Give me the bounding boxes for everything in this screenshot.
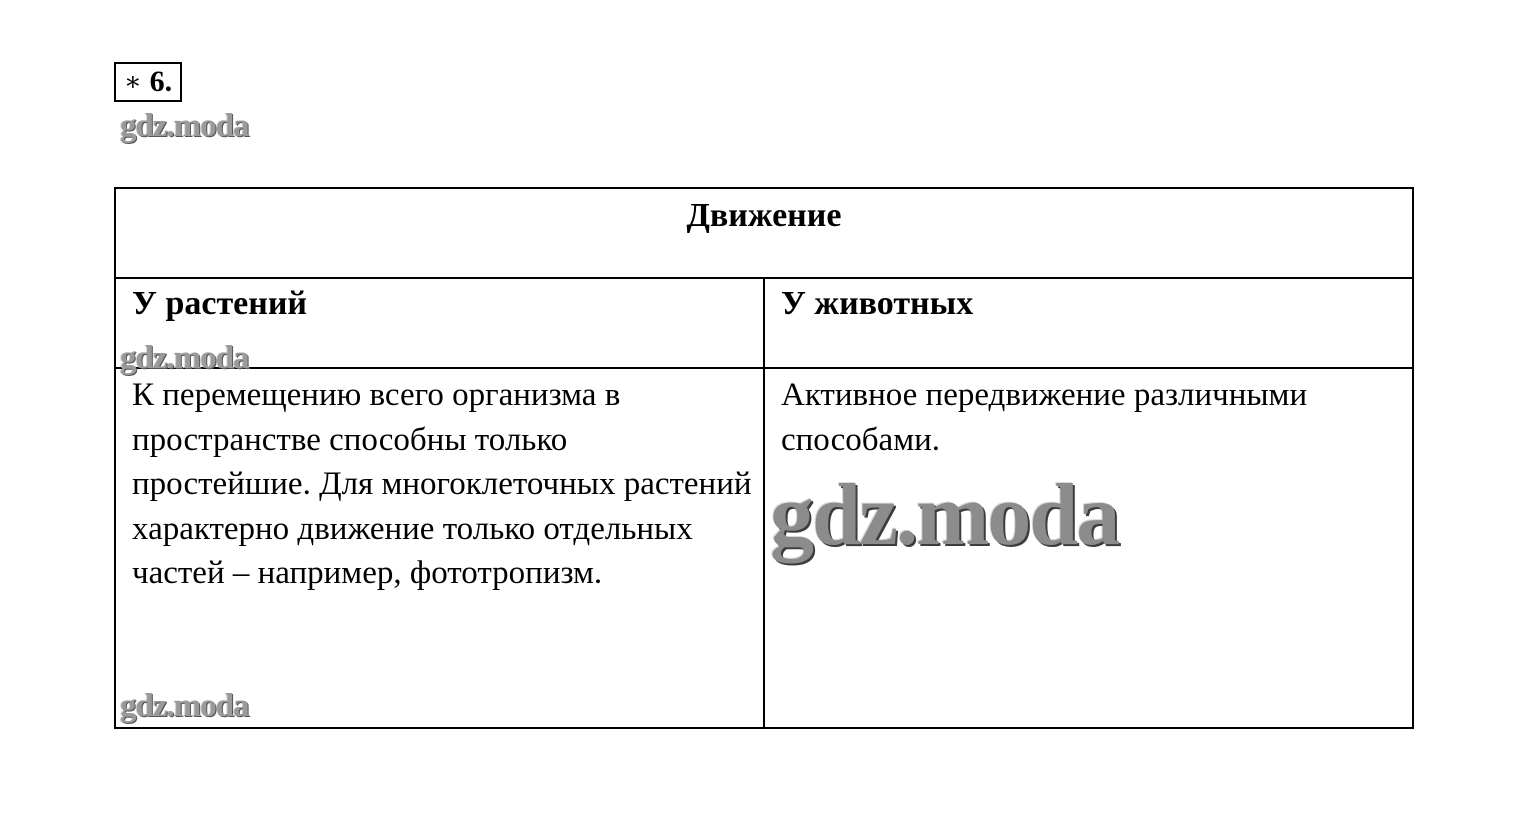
movement-table [114,187,1414,729]
table-title-row [115,188,1413,278]
watermark-logo: gdz.moda [770,467,1119,564]
task-number: 6. [149,65,173,98]
watermark-logo: gdz.moda [120,340,249,376]
table-title: Движение [115,188,1413,278]
watermark-logo: gdz.moda [120,688,249,724]
watermark-logo: gdz.moda [120,108,249,144]
table-row [115,368,1413,728]
column-header-animals: У животных [764,278,1413,368]
asterisk-icon: ∗ [124,67,142,96]
table-header-row [115,278,1413,368]
column-header-plants: У растений [115,278,764,368]
task-number-box [114,62,182,102]
animals-cell: Активное передвижение различными способами. [764,368,1413,728]
plants-cell: К перемещению всего организма в пространстве способны только простейшие. Для многоклеточных растений характерно движение только отдельных частей – например, фототропизм. [115,368,764,728]
